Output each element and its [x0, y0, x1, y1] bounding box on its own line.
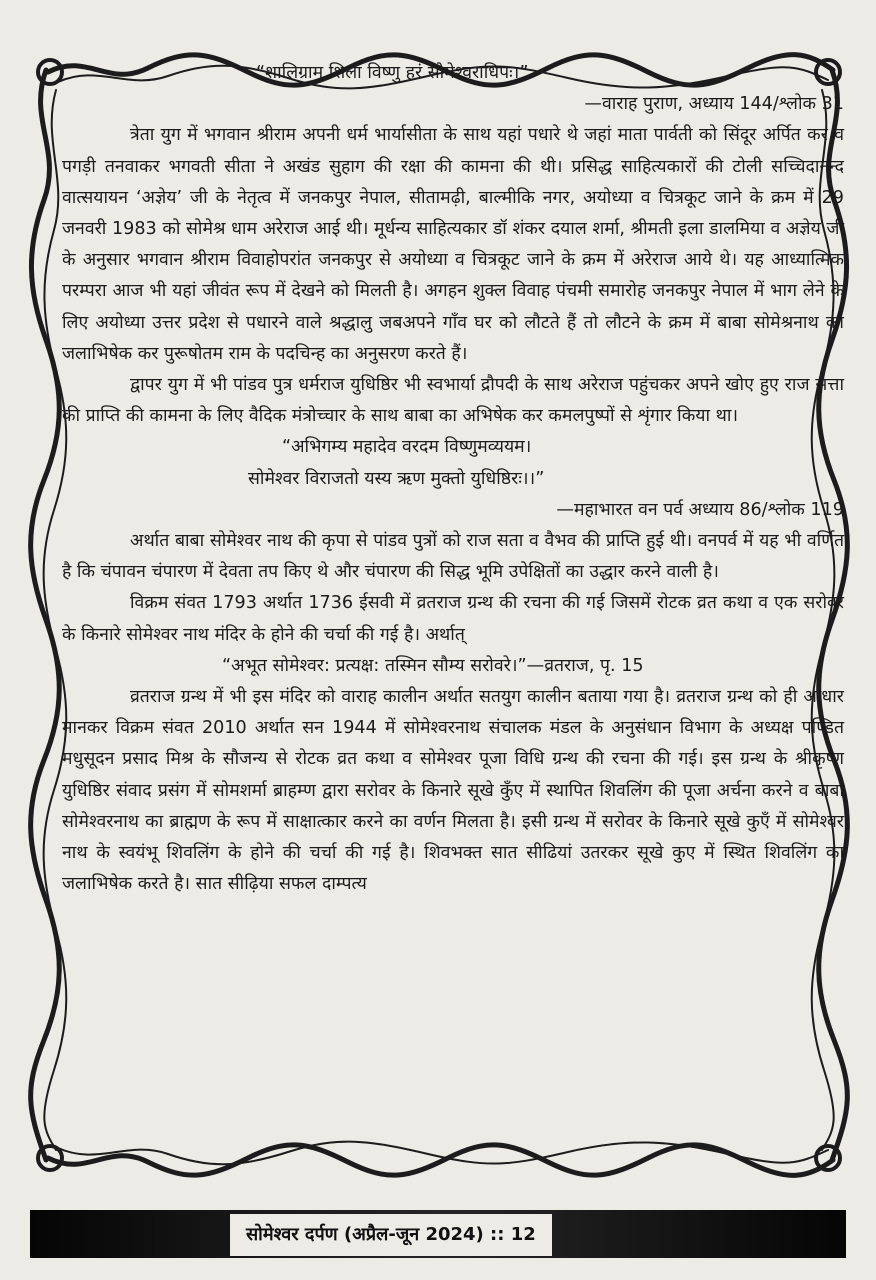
source-mahabharat: —महाभारत वन पर्व अध्याय 86/श्लोक 119 — [556, 499, 844, 520]
source-varah-purana: —वाराह पुराण, अध्याय 144/श्लोक 31 — [584, 94, 844, 115]
verse-line-1: “अभिगम्य महादेव वरदम विष्णुमव्ययम। — [282, 437, 532, 458]
quote-vratraj: “अभूत सोमेश्वर: प्रत्यक्ष: तस्मिन सौम्य सरोवरे।”—व्रतराज, पृ. 15 — [222, 655, 644, 676]
paragraph-vikram-samvat: विक्रम संवत 1793 अर्थात 1736 ईसवी में व्रतराज ग्रन्थ की रचना की गई जिसमें रोटक व्रत कथा व एक सरोवर के किनारे सोमेश्वर नाथ मंदिर के होने की चर्चा की गई है। अर्थात् — [62, 593, 844, 645]
paragraph-dwapar-yuga: द्वापर युग में भी पांडव पुत्र धर्मराज युधिष्ठिर भी स्वभार्या द्रौपदी के साथ अरेराज पहुंचकर अपने खोए हुए राज सत्ता की प्राप्ति की कामना के लिए वैदिक मंत्रोच्चार के साथ बाबा का अभिषेक कर कमलपुष्पों से शृंगार किया था। — [62, 375, 844, 427]
quote-varah-purana: “शालिग्राम शिला विष्णु हरं सोमेश्वराधिपः।” — [256, 63, 529, 83]
verse-line-2: सोमेश्वर विराजतो यस्य ऋण मुक्तो युधिष्ठिरः।।” — [248, 468, 545, 489]
paragraph-vratraj-granth: व्रतराज ग्रन्थ में भी इस मंदिर को वाराह कालीन अर्थात सतयुग कालीन बताया गया है। व्रतराज ग्रन्थ को ही आधार मानकर विक्रम संवत 2010 अर्थात सन 1944 में सोमेश्वरनाथ संचालक मंडल के अनुसंधान विभाग के अध्यक्ष पण्डित मधुसूदन प्रसाद मिश्र के सौजन्य से रोटक व्रत कथा व सोमेश्वर पूजा विधि ग्रन्थ की रचना की गई। इस ग्रन्थ के श्रीकृष्ण युधिष्ठिर संवाद प्रसंग में सोमशर्मा ब्राहम्ण द्वारा सरोवर के किनारे सूखे कुँए में स्थापित शिवलिंग की पूजा अर्चना करने व बाबा सोमेश्वरनाथ का ब्राह्मण के रूप में साक्षात्कार करने का वर्णन मिलता है। इसी ग्रन्थ में सरोवर के किनारे सूखे कुएँ में सोमेश्वर नाथ के स्वयंभू शिवलिंग के होने की चर्चा की गई है। शिवभक्त सात सीढियां उतरकर सूखे कुए में स्थित शिवलिंग का जलाभिषेक करते है। सात सीढ़िया सफल दाम्पत्य — [62, 687, 844, 895]
paragraph-treta-yuga: त्रेता युग में भगवान श्रीराम अपनी धर्म भार्यासीता के साथ यहां पधारे थे जहां माता पार्वती को सिंदूर अर्पित कर व पगड़ी तनवाकर भगवती सीता ने अखंड सुहाग की रक्षा की कामना की थी। प्रसिद्ध साहित्यकारों की टोली सच्चिदानन्द वात्सयायन ‘अज्ञेय’ जी के नेतृत्व में जनकपुर नेपाल, सीतामढ़ी, बाल्मीकि नगर, अयोध्या व चित्रकूट जाने के क्रम में 29 जनवरी 1983 को सोमेश्र धाम अरेराज आई थी। मूर्धन्य साहित्यकार डॉ शंकर दयाल शर्मा, श्रीमती इला डालमिया व अज्ञेय जी के अनुसार भगवान श्रीराम विवाहोपरांत जनकपुर से अयोध्या व चित्रकूट जाने के क्रम में अरेराज आये थे। यह आध्यात्मिक परम्परा आज भी यहां जीवंत रूप में देखने को मिलती है। अगहन शुक्ल विवाह पंचमी समारोह जनकपुर नेपाल में भाग लेने के लिए अयोध्या उत्तर प्रदेश से पधारने वाले श्रद्धालु जबअपने गाँव घर को लौटते हैं तो लौटने के क्रम में बाबा सोमेश्रनाथ का जलाभिषेक कर पुरूषोतम राम के पदचिन्ह का अनुसरण करते हैं। — [62, 125, 844, 364]
article-body — [62, 58, 844, 900]
paragraph-pandav-blessing: अर्थात बाबा सोमेश्वर नाथ की कृपा से पांडव पुत्रों को राज सता व वैभव की प्राप्ति हुई थी। वनपर्व में यह भी वर्णित है कि चंपावन चंपारण में देवता तप किए थे और चंपारण की सिद्ध भूमि उपेक्षितों का उद्धार करने वाली है। — [62, 531, 844, 583]
footer-magazine-title: सोमेश्वर दर्पण (अप्रैल-जून 2024) :: 12 — [230, 1214, 552, 1256]
